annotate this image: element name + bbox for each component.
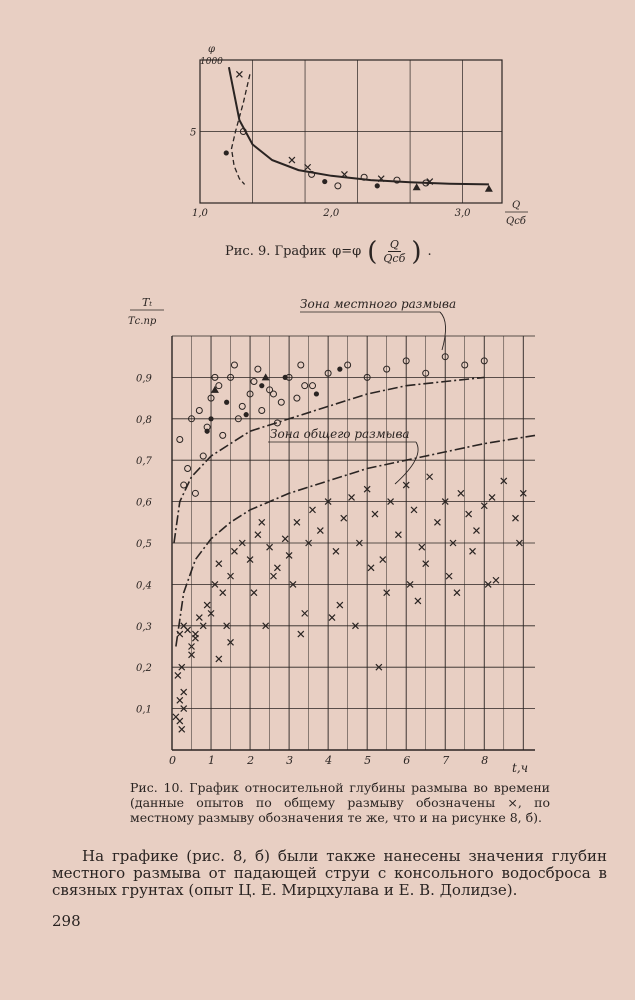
figure-9-point xyxy=(236,71,242,77)
figure-10-point xyxy=(185,627,191,633)
figure-9-point xyxy=(485,185,493,192)
zone-local-pointer xyxy=(440,312,446,350)
figure-10-point xyxy=(220,590,226,596)
figure-10-xtick: 6 xyxy=(403,754,411,767)
figure-10-xtick: 8 xyxy=(481,754,489,767)
figure-9-caption-eq: φ=φ xyxy=(332,244,362,259)
figure-10-ytick: 0,1 xyxy=(136,704,152,716)
figure-10-ylabel-num: Tₜ xyxy=(142,296,153,309)
figure-10-ytick: 0,4 xyxy=(136,580,152,592)
figure-9-point xyxy=(375,183,380,188)
figure-9-caption-end: . xyxy=(427,244,432,259)
figure-10-point xyxy=(294,395,300,401)
figure-10-point xyxy=(259,383,264,388)
figure-10-xtick: 0 xyxy=(169,754,176,767)
figure-10-ytick: 0,6 xyxy=(136,497,152,509)
figure-10-point xyxy=(317,528,323,534)
figure-10-point xyxy=(216,383,222,389)
zone-general-label: Зона общего размыва xyxy=(270,427,410,441)
figure-10-point xyxy=(274,565,280,571)
figure-10-curves xyxy=(174,377,535,646)
general-zone-boundary xyxy=(176,435,535,646)
figure-9-ylabel-bottom: 1000 xyxy=(200,57,223,67)
figure-10-xtick: 1 xyxy=(208,754,216,767)
figure-10-point xyxy=(380,557,386,563)
figure-10-point xyxy=(314,391,319,396)
figure-10-point xyxy=(177,631,183,637)
figure-9-xtick: 3,0 xyxy=(454,208,471,219)
page-number: 298 xyxy=(52,912,81,930)
figure-10-point xyxy=(262,373,270,380)
figure-10-caption: Рис. 10. График относительной глубины размыва во времени (данные опытов по общему размыву обозначены ×, по местному размыву обозначения те же, что и на рисунке 8, б). xyxy=(130,780,550,825)
caption-frac-den: Qсб xyxy=(383,252,406,265)
figure-10-point xyxy=(251,379,257,385)
figure-10-point xyxy=(302,610,308,616)
figure-9-point xyxy=(305,164,311,170)
figure-10-point xyxy=(255,532,261,538)
figure-10-point xyxy=(368,565,374,571)
figure-9-point xyxy=(413,183,421,190)
figure-10-point xyxy=(196,615,202,621)
figure-10-ytick: 0,9 xyxy=(136,373,152,385)
figure-9-xlabel-den: Qсб xyxy=(506,216,526,227)
figure-10-point xyxy=(329,615,335,621)
figure-10-point xyxy=(185,465,191,471)
figure-9-curves xyxy=(229,67,489,184)
figure-10-point xyxy=(466,511,472,517)
figure-10-xtick: 4 xyxy=(325,754,333,767)
figure-10-point xyxy=(337,367,342,372)
figure-10-point xyxy=(181,482,187,488)
figure-9-point xyxy=(224,150,229,155)
figure-10-point xyxy=(294,519,300,525)
figure-10-point xyxy=(298,362,304,368)
figure-10-point xyxy=(458,490,464,496)
figure-10-point xyxy=(419,544,425,550)
figure-10-xtick: 3 xyxy=(286,754,294,767)
figure-10-point xyxy=(310,507,316,513)
figure-10-point xyxy=(427,474,433,480)
figure-10-ytick: 0,2 xyxy=(136,663,152,675)
figure-10-point xyxy=(283,375,288,380)
figure-10-xtick: 5 xyxy=(364,754,372,767)
figure-10-point xyxy=(177,718,183,724)
figure-9-ylabel-top: φ xyxy=(208,44,216,55)
figure-9-caption xyxy=(225,238,432,265)
figure-9-xtick: 2,0 xyxy=(323,208,340,219)
figure-10-point xyxy=(231,362,237,368)
caption-frac-num: Q xyxy=(389,238,399,251)
figure-10-point xyxy=(470,548,476,554)
figure-10-chart xyxy=(120,292,565,782)
figure-10-point xyxy=(177,697,183,703)
figure-10-point xyxy=(204,602,210,608)
figure-10-point xyxy=(179,726,185,732)
caption-paren-left: ( xyxy=(367,236,378,267)
figure-10-point xyxy=(278,399,284,405)
figure-10-point xyxy=(175,672,181,678)
figure-10-point xyxy=(239,403,245,409)
figure-9-ytick: 5 xyxy=(190,127,197,139)
figure-9-xlabel-num: Q xyxy=(512,200,521,211)
figure-10-point xyxy=(493,577,499,583)
figure-10-point xyxy=(244,412,249,417)
figure-10-point xyxy=(220,432,226,438)
figure-10-point xyxy=(211,386,219,393)
figure-10-point xyxy=(341,515,347,521)
figure-10-ytick: 0,8 xyxy=(136,414,152,426)
figure-10-point xyxy=(181,689,187,695)
figure-10-point xyxy=(177,437,183,443)
figure-10-point xyxy=(473,528,479,534)
figure-10-point xyxy=(446,573,452,579)
figure-10-point xyxy=(282,536,288,542)
figure-10-point xyxy=(251,590,257,596)
figure-9-caption-prefix: Рис. 9. График xyxy=(225,244,327,259)
figure-10-xtick: 2 xyxy=(247,754,255,767)
figure-10-point xyxy=(434,519,440,525)
figure-9-point xyxy=(335,183,341,189)
figure-10-point xyxy=(302,383,308,389)
figure-10-point xyxy=(205,429,210,434)
figure-10-point xyxy=(259,408,265,414)
caption-fraction xyxy=(383,238,405,265)
figure-10-ytick: 0,7 xyxy=(136,456,152,468)
figure-10-point xyxy=(298,631,304,637)
figure-10-point xyxy=(192,490,198,496)
figure-10-point xyxy=(415,598,421,604)
figure-10-point xyxy=(192,635,198,641)
figure-10-point xyxy=(512,515,518,521)
figure-10-ytick: 0,3 xyxy=(136,621,152,633)
zone-local-label: Зона местного размыва xyxy=(300,297,457,311)
body-paragraph: На графике (рис. 8, б) были также нанесены значения глубин местного размыва от падающей струи с консольного водосброса в связных грунтах (опыт Ц. Е. Мирцхулава и Е. В. Долидзе). xyxy=(52,847,607,899)
figure-9-point xyxy=(322,179,327,184)
figure-10-point xyxy=(454,590,460,596)
figure-10-point xyxy=(216,656,222,662)
figure-10-point xyxy=(489,494,495,500)
caption-paren-right: ) xyxy=(411,236,422,267)
figure-9-solid-curve xyxy=(229,67,489,184)
figure-9-ticks xyxy=(190,128,471,220)
figure-10-point xyxy=(310,383,316,389)
figure-10-point xyxy=(333,548,339,554)
body-text xyxy=(52,848,607,899)
figure-10-point xyxy=(395,532,401,538)
figure-10-point xyxy=(349,494,355,500)
figure-10-point xyxy=(216,561,222,567)
figure-10-point xyxy=(372,511,378,517)
figure-10-point xyxy=(337,602,343,608)
figure-10-point xyxy=(200,453,206,459)
figure-10-xtick: 7 xyxy=(442,754,450,767)
figure-10-point xyxy=(259,519,265,525)
figure-10-point xyxy=(231,548,237,554)
figure-10-xlabel: t,ч xyxy=(512,761,529,775)
figure-9-xtick: 1,0 xyxy=(192,208,208,219)
figure-9-chart xyxy=(150,38,535,228)
figure-10-point xyxy=(224,400,229,405)
figure-10-point xyxy=(270,573,276,579)
figure-10-ylabel-den: Tс.пр xyxy=(128,316,157,327)
figure-10-ytick: 0,5 xyxy=(136,539,152,550)
figure-10-point xyxy=(196,408,202,414)
figure-10-point xyxy=(208,416,213,421)
figure-10-point xyxy=(255,366,261,372)
figure-10-point xyxy=(270,391,276,397)
figure-10-point xyxy=(411,507,417,513)
figure-9-point xyxy=(289,157,295,163)
